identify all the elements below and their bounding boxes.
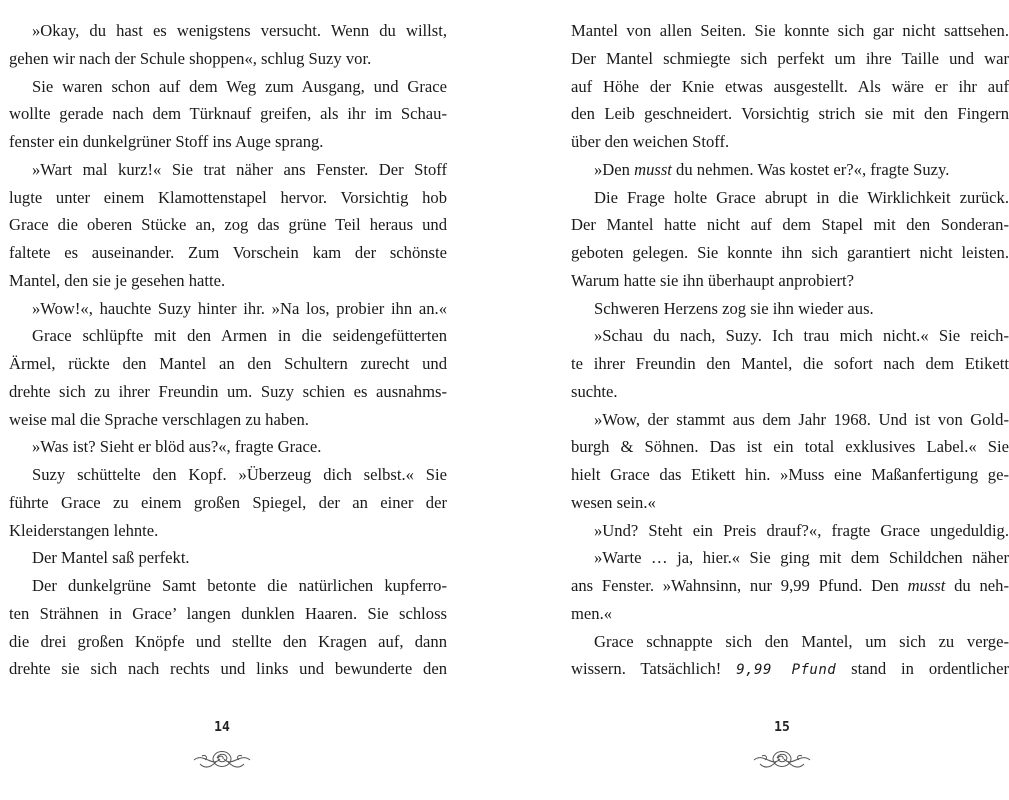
text-line: faltete es auseinander. Zum Vorschein kam der schönste <box>9 243 447 262</box>
text-line: ten Strähnen in Grace’ langen dunklen Haaren. Sie schloss <box>9 603 447 623</box>
text-line: »Was ist? Sieht er blöd aus?«, fragte Grace. <box>32 437 322 457</box>
text-line: Grace die oberen Stücke an, zog das grüne Teil heraus und <box>9 215 447 235</box>
rose-ornament-icon <box>190 744 254 774</box>
text-line: auf Höhe der Knie etwas ausgestellt. Als wäre er ihr auf <box>571 76 1009 96</box>
text-segment: stand in ordentlicher <box>836 659 1009 679</box>
text-line: Der Mantel hatte nicht auf dem Stapel mit den Sonderan- <box>571 215 1009 235</box>
text-line: Ärmel, rückte den Mantel an den Schultern zurecht und <box>9 354 447 373</box>
text-line <box>571 156 1009 184</box>
text-line: über den weichen Stoff. <box>571 132 730 151</box>
text-line: »Warte … ja, hier.« Sie ging mit dem Schildchen näher <box>594 548 1009 568</box>
text-line: Grace schnappte sich den Mantel, um sich zu verge- <box>594 631 1009 651</box>
text-line: Kleiderstangen lehnte. <box>9 520 159 540</box>
emphasized-word: musst <box>634 159 672 179</box>
text-line: wesen sein.« <box>571 492 656 512</box>
text-line: Sie waren schon auf dem Weg zum Ausgang, und Grace <box>32 76 447 96</box>
text-line: die drei großen Knöpfe und stellte den Kragen auf, dann <box>9 631 447 651</box>
page-number-right: 15 <box>774 720 790 735</box>
page-number-left: 14 <box>214 720 230 735</box>
right-page <box>571 17 1009 683</box>
text-line: »Okay, du hast es wenigstens versucht. Wenn du willst, <box>32 21 447 40</box>
text-line: weise mal die Sprache verschlagen zu haben. <box>9 409 309 429</box>
text-line: Der Mantel saß perfekt. <box>32 548 190 568</box>
text-line: Mantel, den sie je gesehen hatte. <box>9 270 226 290</box>
text-line: gehen wir nach der Schule shoppen«, schlug Suzy vor. <box>9 48 372 68</box>
text-line: führte Grace zu einem großen Spiegel, der an einer der <box>9 492 447 512</box>
right-page-text <box>571 17 1009 683</box>
text-line <box>571 572 1009 600</box>
text-line: Grace schlüpfte mit den Armen in die seidengefütterten <box>32 326 447 346</box>
text-line: Suzy schüttelte den Kopf. »Überzeug dich selbst.« Sie <box>32 465 447 484</box>
text-line: Die Frage holte Grace abrupt in die Wirklichkeit zurück. <box>594 187 1009 207</box>
text-line: Der Mantel schmiegte sich perfekt um ihre Taille und war <box>571 48 1009 68</box>
text-line: hielt Grace das Etikett hin. »Muss eine Maßanfertigung ge- <box>571 465 1009 484</box>
emphasized-word: musst <box>907 576 946 595</box>
text-line: Der dunkelgrüne Samt betonte die natürlichen kupferro- <box>32 576 447 595</box>
text-line: Schweren Herzens zog sie ihn wieder aus. <box>594 298 874 318</box>
left-page <box>9 17 447 683</box>
text-line: »Wart mal kurz!« Sie trat näher ans Fenster. Der Stoff <box>32 159 447 179</box>
text-line: te ihrer Freundin den Mantel, die sofort nach dem Etikett <box>571 354 1009 373</box>
text-line: suchte. <box>571 381 618 401</box>
text-line: drehte sie sich nach rechts und links und bewunderte den <box>9 659 447 679</box>
text-line: lugte unter einem Klamottenstapel hervor. Vorsichtig hob <box>9 187 447 207</box>
text-line: wollte gerade nach dem Türknauf greifen, als ihr im Schau- <box>9 104 447 124</box>
text-line: Mantel von allen Seiten. Sie konnte sich gar nicht sattsehen. <box>571 21 1009 40</box>
text-segment: ans Fenster. »Wahnsinn, nur 9,99 Pfund. Den <box>571 576 908 595</box>
text-line: »Schau du nach, Suzy. Ich trau mich nicht.« Sie reich- <box>594 326 1009 346</box>
text-segment: »Den <box>594 159 635 179</box>
text-line: geboten gelegen. Sie konnte ihn sich garantiert nicht leisten. <box>571 243 1009 262</box>
text-line: »Wow!«, hauchte Suzy hinter ihr. »Na los, probier ihn an.« <box>32 298 447 318</box>
text-line: fenster ein dunkelgrüner Stoff ins Auge sprang. <box>9 132 324 151</box>
text-line: drehte sich zu ihrer Freundin um. Suzy schien es ausnahms- <box>9 381 447 401</box>
text-line: Warum hatte sie ihn überhaupt anprobiert? <box>571 270 854 290</box>
text-line <box>571 655 1009 683</box>
text-line: men.« <box>571 603 613 623</box>
left-page-text <box>9 17 447 683</box>
text-line: »Und? Steht ein Preis drauf?«, fragte Grace ungeduldig. <box>594 520 1009 540</box>
text-line: den Leib geschneidert. Vorsichtig strich sie mit den Fingern <box>571 104 1009 124</box>
text-line: burgh & Söhnen. Das ist ein total exklusives Label.« Sie <box>571 437 1009 457</box>
handwritten-price: 9,99 Pfund <box>736 662 837 679</box>
text-segment: wissern. Tatsächlich! <box>571 659 737 679</box>
text-line: »Wow, der stammt aus dem Jahr 1968. Und ist von Gold- <box>594 409 1009 429</box>
rose-ornament-icon <box>750 744 814 774</box>
text-segment: du neh- <box>945 576 1009 595</box>
text-segment: du nehmen. Was kostet er?«, fragte Suzy. <box>671 159 950 179</box>
